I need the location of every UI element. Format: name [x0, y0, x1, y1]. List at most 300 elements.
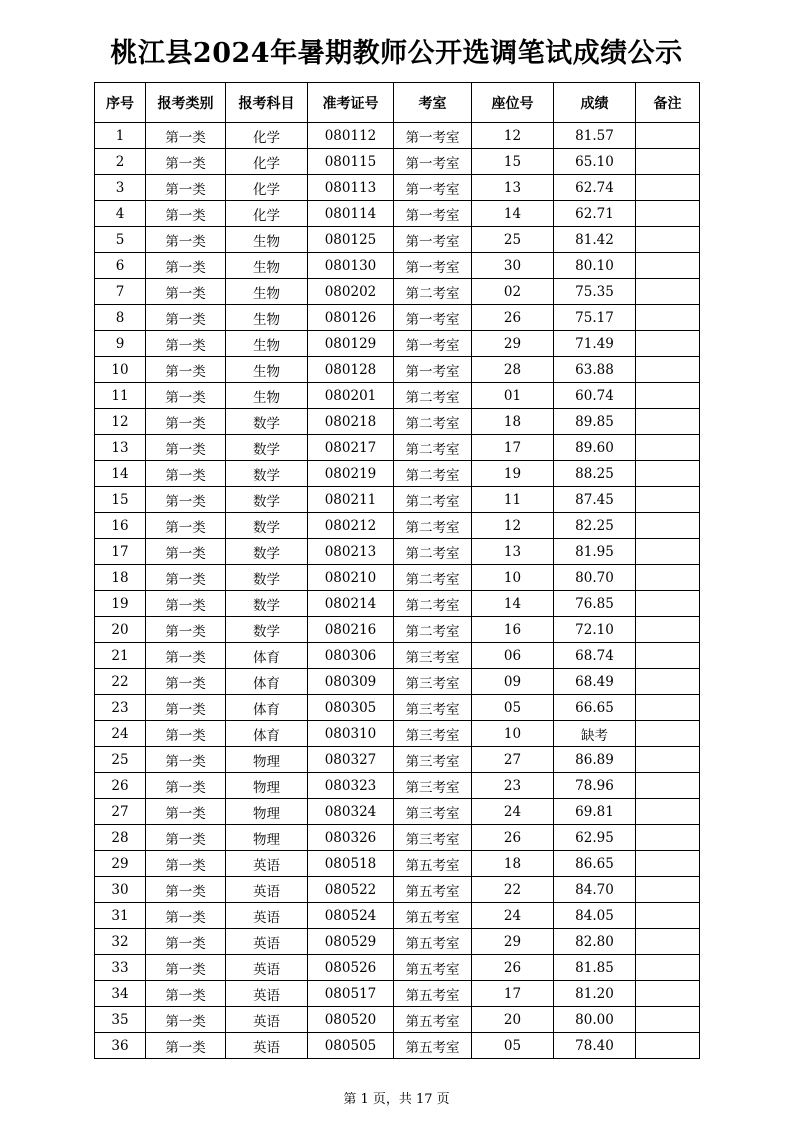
- table-row: [95, 981, 700, 1007]
- cell-col-ticket-no: 080310: [308, 721, 394, 747]
- cell-col-score: 62.71: [554, 201, 636, 227]
- cell-col-seat-no: 24: [472, 799, 554, 825]
- cell-col-category: 第一类: [146, 877, 226, 903]
- table-row: [95, 903, 700, 929]
- table-row: [95, 669, 700, 695]
- cell-col-category: 第一类: [146, 565, 226, 591]
- cell-col-subject: 生物: [226, 305, 308, 331]
- table-row: [95, 799, 700, 825]
- cell-col-ticket-no: 080524: [308, 903, 394, 929]
- cell-col-seq: 7: [95, 279, 146, 305]
- cell-col-ticket-no: 080129: [308, 331, 394, 357]
- cell-col-category: 第一类: [146, 799, 226, 825]
- cell-col-subject: 英语: [226, 903, 308, 929]
- cell-col-ticket-no: 080202: [308, 279, 394, 305]
- cell-col-remarks: [636, 201, 700, 227]
- cell-col-subject: 体育: [226, 721, 308, 747]
- cell-col-score: 66.65: [554, 695, 636, 721]
- cell-col-seat-no: 11: [472, 487, 554, 513]
- cell-col-remarks: [636, 513, 700, 539]
- cell-col-seq: 34: [95, 981, 146, 1007]
- cell-col-score: 71.49: [554, 331, 636, 357]
- cell-col-category: 第一类: [146, 383, 226, 409]
- cell-col-remarks: [636, 253, 700, 279]
- cell-col-score: 86.65: [554, 851, 636, 877]
- table-row: [95, 175, 700, 201]
- cell-col-subject: 生物: [226, 227, 308, 253]
- cell-col-exam-room: 第三考室: [394, 643, 472, 669]
- cell-col-remarks: [636, 981, 700, 1007]
- cell-col-seq: 5: [95, 227, 146, 253]
- cell-col-ticket-no: 080218: [308, 409, 394, 435]
- cell-col-exam-room: 第三考室: [394, 695, 472, 721]
- cell-col-seat-no: 25: [472, 227, 554, 253]
- cell-col-score: 81.57: [554, 123, 636, 149]
- cell-col-category: 第一类: [146, 747, 226, 773]
- cell-col-seq: 11: [95, 383, 146, 409]
- cell-col-seat-no: 13: [472, 175, 554, 201]
- table-body: [95, 123, 700, 1059]
- cell-col-ticket-no: 080517: [308, 981, 394, 1007]
- table-row: [95, 435, 700, 461]
- cell-col-category: 第一类: [146, 1033, 226, 1059]
- cell-col-category: 第一类: [146, 695, 226, 721]
- cell-col-category: 第一类: [146, 227, 226, 253]
- cell-col-ticket-no: 080323: [308, 773, 394, 799]
- cell-col-score: 89.60: [554, 435, 636, 461]
- cell-col-category: 第一类: [146, 721, 226, 747]
- cell-col-seq: 29: [95, 851, 146, 877]
- cell-col-category: 第一类: [146, 825, 226, 851]
- cell-col-seat-no: 26: [472, 955, 554, 981]
- cell-col-seq: 21: [95, 643, 146, 669]
- cell-col-score: 88.25: [554, 461, 636, 487]
- cell-col-seq: 22: [95, 669, 146, 695]
- cell-col-ticket-no: 080114: [308, 201, 394, 227]
- cell-col-remarks: [636, 825, 700, 851]
- cell-col-subject: 数学: [226, 539, 308, 565]
- cell-col-exam-room: 第二考室: [394, 565, 472, 591]
- cell-col-seq: 13: [95, 435, 146, 461]
- cell-col-remarks: [636, 565, 700, 591]
- cell-col-remarks: [636, 1007, 700, 1033]
- cell-col-exam-room: 第三考室: [394, 747, 472, 773]
- cell-col-score: 75.17: [554, 305, 636, 331]
- cell-col-exam-room: 第二考室: [394, 279, 472, 305]
- cell-col-seat-no: 15: [472, 149, 554, 175]
- cell-col-score: 80.10: [554, 253, 636, 279]
- cell-col-seat-no: 12: [472, 123, 554, 149]
- cell-col-seq: 24: [95, 721, 146, 747]
- cell-col-ticket-no: 080212: [308, 513, 394, 539]
- cell-col-remarks: [636, 955, 700, 981]
- cell-col-remarks: [636, 773, 700, 799]
- cell-col-seq: 10: [95, 357, 146, 383]
- cell-col-exam-room: 第二考室: [394, 409, 472, 435]
- cell-col-remarks: [636, 643, 700, 669]
- cell-col-seq: 2: [95, 149, 146, 175]
- cell-col-subject: 体育: [226, 669, 308, 695]
- table-row: [95, 331, 700, 357]
- cell-col-seat-no: 14: [472, 591, 554, 617]
- cell-col-exam-room: 第五考室: [394, 877, 472, 903]
- cell-col-exam-room: 第二考室: [394, 513, 472, 539]
- cell-col-score: 62.95: [554, 825, 636, 851]
- table-row: [95, 721, 700, 747]
- cell-col-subject: 生物: [226, 253, 308, 279]
- cell-col-score: 78.96: [554, 773, 636, 799]
- header-col-seat-no: 座位号: [472, 83, 554, 123]
- cell-col-exam-room: 第一考室: [394, 123, 472, 149]
- cell-col-seat-no: 22: [472, 877, 554, 903]
- cell-col-exam-room: 第二考室: [394, 487, 472, 513]
- cell-col-subject: 生物: [226, 279, 308, 305]
- cell-col-category: 第一类: [146, 903, 226, 929]
- cell-col-exam-room: 第一考室: [394, 357, 472, 383]
- cell-col-seq: 3: [95, 175, 146, 201]
- cell-col-category: 第一类: [146, 617, 226, 643]
- table-row: [95, 955, 700, 981]
- cell-col-seat-no: 12: [472, 513, 554, 539]
- cell-col-seat-no: 05: [472, 695, 554, 721]
- cell-col-exam-room: 第二考室: [394, 539, 472, 565]
- cell-col-score: 81.85: [554, 955, 636, 981]
- header-col-subject: 报考科目: [226, 83, 308, 123]
- table-row: [95, 409, 700, 435]
- cell-col-exam-room: 第三考室: [394, 721, 472, 747]
- cell-col-remarks: [636, 929, 700, 955]
- cell-col-exam-room: 第五考室: [394, 1007, 472, 1033]
- cell-col-exam-room: 第二考室: [394, 435, 472, 461]
- cell-col-remarks: [636, 539, 700, 565]
- cell-col-exam-room: 第三考室: [394, 773, 472, 799]
- cell-col-subject: 物理: [226, 825, 308, 851]
- cell-col-score: 68.74: [554, 643, 636, 669]
- cell-col-ticket-no: 080327: [308, 747, 394, 773]
- table-row: [95, 253, 700, 279]
- cell-col-score: 87.45: [554, 487, 636, 513]
- cell-col-seat-no: 20: [472, 1007, 554, 1033]
- cell-col-remarks: [636, 357, 700, 383]
- cell-col-seq: 9: [95, 331, 146, 357]
- results-table: [94, 82, 700, 1059]
- cell-col-remarks: [636, 305, 700, 331]
- cell-col-remarks: [636, 149, 700, 175]
- cell-col-score: 76.85: [554, 591, 636, 617]
- cell-col-category: 第一类: [146, 773, 226, 799]
- cell-col-seq: 35: [95, 1007, 146, 1033]
- cell-col-seat-no: 14: [472, 201, 554, 227]
- header-col-score: 成绩: [554, 83, 636, 123]
- cell-col-ticket-no: 080505: [308, 1033, 394, 1059]
- cell-col-seat-no: 29: [472, 331, 554, 357]
- cell-col-score: 82.80: [554, 929, 636, 955]
- cell-col-seat-no: 05: [472, 1033, 554, 1059]
- cell-col-category: 第一类: [146, 149, 226, 175]
- cell-col-ticket-no: 080125: [308, 227, 394, 253]
- table-row: [95, 539, 700, 565]
- cell-col-score: 78.40: [554, 1033, 636, 1059]
- cell-col-remarks: [636, 877, 700, 903]
- table-row: [95, 383, 700, 409]
- cell-col-remarks: [636, 591, 700, 617]
- cell-col-category: 第一类: [146, 539, 226, 565]
- table-row: [95, 461, 700, 487]
- cell-col-score: 69.81: [554, 799, 636, 825]
- cell-col-seat-no: 02: [472, 279, 554, 305]
- cell-col-exam-room: 第二考室: [394, 383, 472, 409]
- cell-col-seq: 27: [95, 799, 146, 825]
- cell-col-score: 60.74: [554, 383, 636, 409]
- cell-col-subject: 英语: [226, 929, 308, 955]
- cell-col-seat-no: 17: [472, 435, 554, 461]
- cell-col-exam-room: 第五考室: [394, 903, 472, 929]
- cell-col-score: 68.49: [554, 669, 636, 695]
- cell-col-score: 72.10: [554, 617, 636, 643]
- page-title: 桃江县2024年暑期教师公开选调笔试成绩公示: [110, 38, 683, 69]
- cell-col-score: 62.74: [554, 175, 636, 201]
- cell-col-ticket-no: 080115: [308, 149, 394, 175]
- cell-col-score: 81.42: [554, 227, 636, 253]
- cell-col-score: 缺考: [554, 721, 636, 747]
- cell-col-remarks: [636, 331, 700, 357]
- cell-col-exam-room: 第一考室: [394, 331, 472, 357]
- cell-col-ticket-no: 080213: [308, 539, 394, 565]
- cell-col-seat-no: 26: [472, 825, 554, 851]
- cell-col-subject: 化学: [226, 175, 308, 201]
- table-row: [95, 1033, 700, 1059]
- cell-col-category: 第一类: [146, 305, 226, 331]
- table-row: [95, 591, 700, 617]
- table-row: [95, 929, 700, 955]
- page-footer: 第 1 页，共 17 页: [343, 1092, 450, 1107]
- cell-col-category: 第一类: [146, 851, 226, 877]
- table-row: [95, 487, 700, 513]
- cell-col-seq: 15: [95, 487, 146, 513]
- cell-col-seq: 33: [95, 955, 146, 981]
- cell-col-score: 84.70: [554, 877, 636, 903]
- header-col-category: 报考类别: [146, 83, 226, 123]
- cell-col-subject: 英语: [226, 1007, 308, 1033]
- cell-col-seq: 1: [95, 123, 146, 149]
- table-row: [95, 643, 700, 669]
- cell-col-subject: 数学: [226, 461, 308, 487]
- cell-col-seat-no: 16: [472, 617, 554, 643]
- cell-col-remarks: [636, 383, 700, 409]
- header-row: [95, 83, 700, 123]
- table-row: [95, 851, 700, 877]
- cell-col-exam-room: 第二考室: [394, 591, 472, 617]
- cell-col-seq: 20: [95, 617, 146, 643]
- cell-col-seat-no: 09: [472, 669, 554, 695]
- cell-col-remarks: [636, 227, 700, 253]
- cell-col-remarks: [636, 175, 700, 201]
- table-row: [95, 695, 700, 721]
- cell-col-ticket-no: 080219: [308, 461, 394, 487]
- table-row: [95, 149, 700, 175]
- cell-col-category: 第一类: [146, 513, 226, 539]
- cell-col-seq: 18: [95, 565, 146, 591]
- cell-col-ticket-no: 080201: [308, 383, 394, 409]
- cell-col-category: 第一类: [146, 591, 226, 617]
- cell-col-ticket-no: 080112: [308, 123, 394, 149]
- cell-col-subject: 数学: [226, 487, 308, 513]
- cell-col-subject: 数学: [226, 617, 308, 643]
- cell-col-category: 第一类: [146, 331, 226, 357]
- cell-col-seq: 25: [95, 747, 146, 773]
- cell-col-subject: 物理: [226, 747, 308, 773]
- table-row: [95, 877, 700, 903]
- cell-col-seat-no: 18: [472, 851, 554, 877]
- cell-col-subject: 化学: [226, 201, 308, 227]
- cell-col-ticket-no: 080306: [308, 643, 394, 669]
- cell-col-subject: 英语: [226, 981, 308, 1007]
- cell-col-exam-room: 第一考室: [394, 227, 472, 253]
- cell-col-subject: 物理: [226, 773, 308, 799]
- cell-col-seat-no: 24: [472, 903, 554, 929]
- cell-col-remarks: [636, 903, 700, 929]
- cell-col-ticket-no: 080126: [308, 305, 394, 331]
- table-row: [95, 747, 700, 773]
- cell-col-seat-no: 01: [472, 383, 554, 409]
- cell-col-seat-no: 26: [472, 305, 554, 331]
- cell-col-score: 81.20: [554, 981, 636, 1007]
- cell-col-category: 第一类: [146, 929, 226, 955]
- table-row: [95, 825, 700, 851]
- cell-col-seat-no: 19: [472, 461, 554, 487]
- cell-col-ticket-no: 080324: [308, 799, 394, 825]
- cell-col-seat-no: 23: [472, 773, 554, 799]
- cell-col-category: 第一类: [146, 1007, 226, 1033]
- cell-col-seq: 16: [95, 513, 146, 539]
- cell-col-score: 82.25: [554, 513, 636, 539]
- cell-col-ticket-no: 080518: [308, 851, 394, 877]
- cell-col-ticket-no: 080216: [308, 617, 394, 643]
- cell-col-remarks: [636, 799, 700, 825]
- cell-col-seq: 36: [95, 1033, 146, 1059]
- cell-col-score: 84.05: [554, 903, 636, 929]
- cell-col-remarks: [636, 461, 700, 487]
- cell-col-ticket-no: 080526: [308, 955, 394, 981]
- cell-col-ticket-no: 080309: [308, 669, 394, 695]
- cell-col-seat-no: 10: [472, 721, 554, 747]
- cell-col-subject: 化学: [226, 123, 308, 149]
- cell-col-seat-no: 30: [472, 253, 554, 279]
- cell-col-score: 75.35: [554, 279, 636, 305]
- cell-col-score: 86.89: [554, 747, 636, 773]
- cell-col-remarks: [636, 721, 700, 747]
- table-row: [95, 617, 700, 643]
- table-row: [95, 227, 700, 253]
- cell-col-exam-room: 第二考室: [394, 461, 472, 487]
- cell-col-exam-room: 第三考室: [394, 799, 472, 825]
- cell-col-subject: 生物: [226, 357, 308, 383]
- cell-col-category: 第一类: [146, 357, 226, 383]
- cell-col-category: 第一类: [146, 253, 226, 279]
- cell-col-seat-no: 13: [472, 539, 554, 565]
- cell-col-subject: 英语: [226, 877, 308, 903]
- cell-col-ticket-no: 080520: [308, 1007, 394, 1033]
- cell-col-seat-no: 28: [472, 357, 554, 383]
- cell-col-seq: 6: [95, 253, 146, 279]
- cell-col-seat-no: 17: [472, 981, 554, 1007]
- cell-col-category: 第一类: [146, 955, 226, 981]
- cell-col-seq: 4: [95, 201, 146, 227]
- table-row: [95, 565, 700, 591]
- cell-col-seq: 19: [95, 591, 146, 617]
- cell-col-category: 第一类: [146, 461, 226, 487]
- cell-col-seq: 28: [95, 825, 146, 851]
- cell-col-ticket-no: 080217: [308, 435, 394, 461]
- cell-col-category: 第一类: [146, 279, 226, 305]
- cell-col-subject: 英语: [226, 851, 308, 877]
- cell-col-subject: 数学: [226, 513, 308, 539]
- cell-col-score: 63.88: [554, 357, 636, 383]
- cell-col-remarks: [636, 617, 700, 643]
- cell-col-category: 第一类: [146, 669, 226, 695]
- cell-col-remarks: [636, 747, 700, 773]
- cell-col-category: 第一类: [146, 201, 226, 227]
- cell-col-subject: 生物: [226, 383, 308, 409]
- cell-col-seq: 26: [95, 773, 146, 799]
- cell-col-ticket-no: 080130: [308, 253, 394, 279]
- cell-col-subject: 物理: [226, 799, 308, 825]
- cell-col-exam-room: 第五考室: [394, 1033, 472, 1059]
- cell-col-subject: 体育: [226, 695, 308, 721]
- cell-col-ticket-no: 080522: [308, 877, 394, 903]
- cell-col-exam-room: 第一考室: [394, 149, 472, 175]
- cell-col-exam-room: 第五考室: [394, 981, 472, 1007]
- cell-col-exam-room: 第五考室: [394, 851, 472, 877]
- cell-col-ticket-no: 080326: [308, 825, 394, 851]
- cell-col-remarks: [636, 435, 700, 461]
- cell-col-category: 第一类: [146, 981, 226, 1007]
- cell-col-exam-room: 第五考室: [394, 955, 472, 981]
- cell-col-ticket-no: 080210: [308, 565, 394, 591]
- cell-col-remarks: [636, 669, 700, 695]
- cell-col-seq: 17: [95, 539, 146, 565]
- cell-col-remarks: [636, 695, 700, 721]
- cell-col-subject: 数学: [226, 565, 308, 591]
- cell-col-exam-room: 第二考室: [394, 617, 472, 643]
- cell-col-seq: 31: [95, 903, 146, 929]
- cell-col-category: 第一类: [146, 435, 226, 461]
- cell-col-category: 第一类: [146, 409, 226, 435]
- cell-col-subject: 数学: [226, 435, 308, 461]
- cell-col-score: 80.00: [554, 1007, 636, 1033]
- cell-col-category: 第一类: [146, 643, 226, 669]
- cell-col-remarks: [636, 851, 700, 877]
- cell-col-seq: 12: [95, 409, 146, 435]
- table-row: [95, 305, 700, 331]
- cell-col-seat-no: 10: [472, 565, 554, 591]
- table-row: [95, 1007, 700, 1033]
- cell-col-subject: 数学: [226, 591, 308, 617]
- cell-col-exam-room: 第一考室: [394, 253, 472, 279]
- cell-col-seq: 30: [95, 877, 146, 903]
- cell-col-ticket-no: 080305: [308, 695, 394, 721]
- cell-col-seq: 23: [95, 695, 146, 721]
- cell-col-category: 第一类: [146, 123, 226, 149]
- header-col-ticket-no: 准考证号: [308, 83, 394, 123]
- table-header: [95, 83, 700, 123]
- table-row: [95, 123, 700, 149]
- cell-col-exam-room: 第一考室: [394, 201, 472, 227]
- cell-col-seq: 14: [95, 461, 146, 487]
- cell-col-remarks: [636, 1033, 700, 1059]
- cell-col-remarks: [636, 409, 700, 435]
- cell-col-exam-room: 第三考室: [394, 669, 472, 695]
